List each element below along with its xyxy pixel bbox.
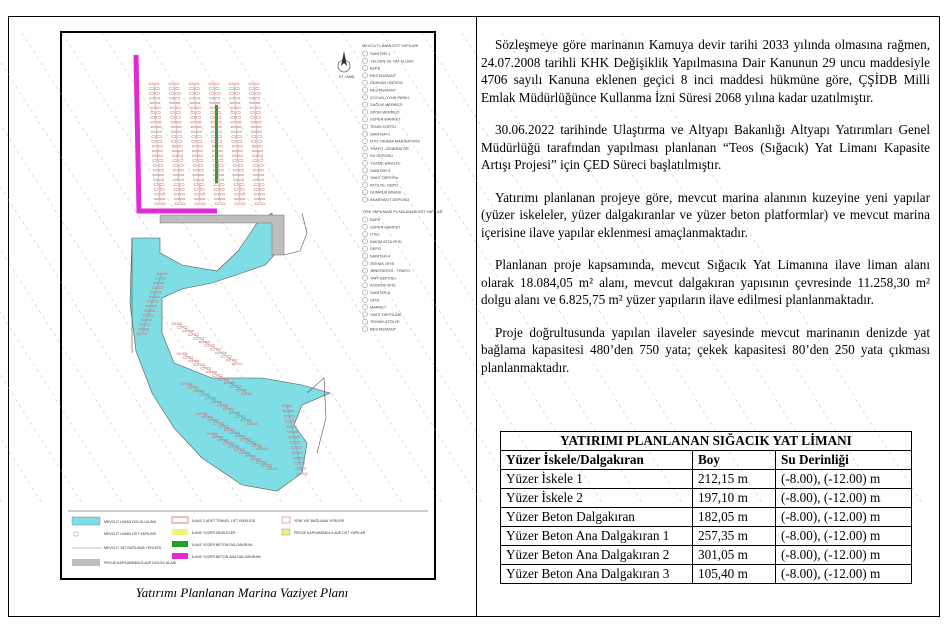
legend-list-title: YENİ YAPILMASI PLANLANAN ÜST YAPILAR: [362, 209, 443, 214]
legend-list-item: TRAFO -JENERATÖR: [370, 145, 409, 151]
table-row: [501, 489, 912, 508]
legend-list-item: TEKNİK OFİS: [370, 260, 395, 266]
paragraph-2: 30.06.2022 tarihinde Ulaştırma ve Altyapı Bakanlığı Altyapı Yatırımları Genel Müdürlüğü tarafından yapılması planlanan “Teos (Sığacık) Yat Limanı Kapasite Artışı Projesi” için ÇED Süreci başlatılmıştır.: [481, 122, 930, 172]
legend-list-item: ÇOCUK OYUN PARKI: [370, 94, 409, 100]
legend-entry: MEVCUT LİMAN ÜST YAPILARI: [104, 532, 157, 536]
legend-entry: MEVCUT YAT BAĞLAMA YERLERİ: [104, 546, 161, 550]
legend-list-item: SANİTER-2: [370, 131, 391, 137]
legend-list-item: SANİTER-1: [370, 51, 391, 56]
marina-site-plan: [60, 31, 443, 580]
legend-list-item: YÜZME HAVUZU: [370, 160, 401, 166]
table-cell: Yüzer Beton Ana Dalgakıran 3: [501, 565, 693, 584]
paragraph-3: Yatırımı planlanan projeye göre, mevcut marina alanının kuzeyine yeni yapılar (yüzer iskeleler, yüzer dalgakıranlar ve yüzer beton platformlar) ve mevcut marina içerisine ilave yapılar eklenmesi amaçlanmaktadır.: [481, 189, 930, 240]
legend-list-item: SANİTER-3: [370, 167, 391, 173]
table-cell: 212,15 m: [693, 470, 776, 489]
legend-list-item: SU DEPOSU: [370, 153, 393, 159]
legend-list-item: YAPI DEPOSU: [370, 275, 397, 281]
legend-list-item: RESTAURANT: [370, 87, 397, 93]
legend-list-item: YELKEN VE YAT KLÜBÜ: [370, 58, 414, 64]
north-label: KT / KMD: [339, 75, 355, 79]
table-title: YATIRIMI PLANLANAN SIĞACIK YAT LİMANI: [501, 432, 912, 451]
legend-list-item: SÜPER MARKET: [370, 116, 401, 122]
legend-entry: İLAVE YÜZER BETON ANA DALGAKIRAN: [192, 555, 261, 559]
legend-list-item: JENERATÖR - TRAFO: [370, 268, 410, 274]
legend-list-item: OTO YIKAMA MARİNA OFİS: [370, 138, 421, 144]
table-row: [501, 546, 912, 565]
legend-list-item: YAKIT DEPOSU: [370, 175, 399, 181]
legend-list-item: MARKET: [370, 304, 387, 310]
table-cell: Yüzer İskele 1: [501, 470, 693, 489]
body-text: [481, 36, 930, 391]
table-row: [501, 527, 912, 546]
legend-list-item: SÜPER MARKET: [370, 224, 401, 230]
legend-list-item: OTEL: [370, 231, 381, 237]
existing-fill-area: [130, 213, 330, 491]
map-caption: Yatırımı Planlanan Marina Vaziyet Planı: [135, 585, 349, 600]
table-cell: (-8.00), (-12.00) m: [776, 565, 912, 584]
table-cell: (-8.00), (-12.00) m: [776, 546, 912, 565]
legend-entry: MEVCUT LİMAN DOLGU ALANI: [104, 520, 157, 524]
legend-list-item: DÜKKAN ÜNİTESİ: [370, 80, 403, 86]
table-cell: Yüzer Beton Dalgakıran: [501, 508, 693, 527]
table-cell: (-8.00), (-12.00) m: [776, 489, 912, 508]
column-divider: [476, 16, 477, 617]
legend-entry: YENİ YAT BAĞLAMA YERLERİ: [294, 519, 345, 523]
structures-table: [500, 431, 912, 584]
legend-list-item: SANİTER-4: [370, 253, 391, 259]
paragraph-5: Proje doğrultusunda yapılan ilaveler sayesinde mevcut marinanın denizde yat bağlama kapasitesi 480’den 750 yata; çekek kapasitesi 80’den 250 yata çıkması planlanmaktadır.: [481, 324, 930, 375]
legend-list-item: BAKIM ATÖLYESİ: [370, 238, 402, 244]
table-cell: 197,10 m: [693, 489, 776, 508]
legend-list-item: YAKIT DEPOLARI: [370, 311, 402, 317]
col-header-depth: Su Derinliği: [776, 451, 912, 470]
paragraph-4: Planlanan proje kapsamında, mevcut Sığacık Yat Limanına ilave liman alanı olarak 18.084,05 m² alanı, mevcut dalgakıran yapısının çevresinde 11.258,30 m² dolgu alanı ve 6.825,75 m² yüzer yapıların ilave edilmesi planlanmaktadır.: [481, 257, 930, 307]
col-header-structure: Yüzer İskele/Dalgakıran: [501, 451, 693, 470]
table-row: [501, 470, 912, 489]
legend-list-item: DEPO: [370, 246, 382, 252]
legend-list-item: RESTAURANT: [370, 326, 397, 332]
legend-list-item: ATÖLYE- DEPO: [370, 182, 399, 188]
legend-list-item: BÜFE: [370, 217, 381, 222]
legend-entry: İLAVE YÜZER BETON DALGAKIRAN: [192, 543, 253, 547]
legend-list-item: SPOR MERKEZİ: [370, 109, 400, 115]
table-cell: 301,05 m: [693, 546, 776, 565]
legend-list-item: ACENTA OFİS: [370, 282, 396, 288]
table-cell: Yüzer Beton Ana Dalgakıran 1: [501, 527, 693, 546]
legend-list-title: MEVCUT LİMAN ÜST YAPILARI: [362, 43, 419, 48]
legend-list-item: SAĞLIK MERKEZİ: [370, 102, 403, 108]
legend-list-item: TEKNİK ATÖLYE: [370, 319, 400, 325]
legend-entry: PROJE KAPSAMINDA İLAVE ÜST YAPILAR: [294, 531, 366, 535]
paragraph-1: Sözleşmeye göre marinanın Kamuya devir tarihi 2033 yılında olmasına rağmen, 24.07.2008 tarihli KHK Değişiklik Yapılmasına Dair Kanunun 29 uncu maddesiyle 4706 sayılı Kanuna eklenen geçici 8 inci maddesi hükmüne göre, ÇŞİDB Milli Emlak Müdürlüğünce Kullanma İzni Süresi 2068 yılına kadar uzatılmıştır.: [481, 37, 930, 105]
legend-list-item: RESTAURANT: [370, 72, 397, 78]
table-cell: Yüzer Beton Ana Dalgakıran 2: [501, 546, 693, 565]
legend-list-item: BÜFE: [370, 65, 381, 71]
table-cell: Yüzer İskele 2: [501, 489, 693, 508]
table-cell: (-8.00), (-12.00) m: [776, 470, 912, 489]
table-row: [501, 565, 912, 584]
legend-list-item: SANİTER-5: [370, 290, 391, 295]
table-row: [501, 508, 912, 527]
legend-list-item: AKARYAKIT DEPOSU: [370, 197, 409, 202]
site-plan-drawing: [62, 33, 443, 578]
north-arrow-icon: [338, 51, 350, 72]
legend-entry: İLAVE 2 ADET TRAVEL LİFT İSKELESİ: [192, 519, 256, 523]
legend-list-item: OFİS: [370, 297, 380, 303]
legend-list-item: GÜMRÜK BİNASI: [370, 189, 402, 195]
table-cell: 105,40 m: [693, 565, 776, 584]
table-cell: (-8.00), (-12.00) m: [776, 527, 912, 546]
legend-entry: İLAVE YÜZER İSKELELER: [192, 531, 236, 535]
table-cell: (-8.00), (-12.00) m: [776, 508, 912, 527]
table-cell: 182,05 m: [693, 508, 776, 527]
legend-entry: PROJE KAPSAMINDA İLAVE DOLGU ALANI: [104, 561, 177, 565]
table-cell: 257,35 m: [693, 527, 776, 546]
legend-list-item: TENİS KORTU: [370, 124, 397, 129]
col-header-length: Boy: [693, 451, 776, 470]
